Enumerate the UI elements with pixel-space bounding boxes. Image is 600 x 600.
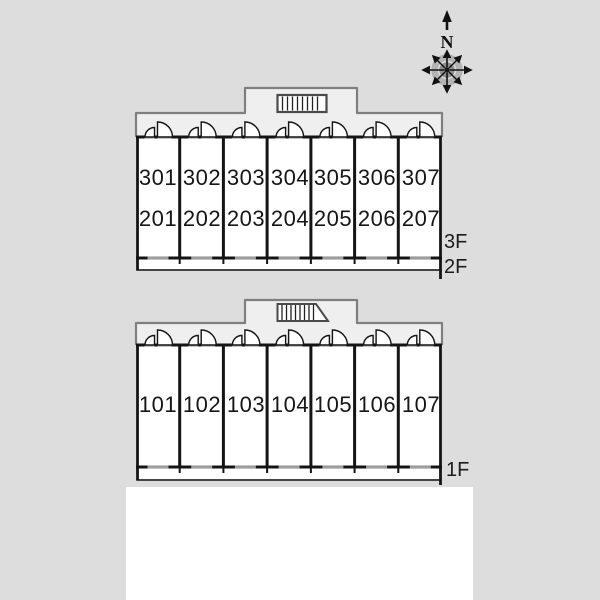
floor-label-3f: 3F <box>444 231 468 253</box>
room-label: 307 <box>401 165 441 190</box>
window-icon <box>322 256 343 259</box>
rooms-area <box>136 137 442 270</box>
room-label: 102 <box>182 392 222 417</box>
room-label: 301 <box>138 165 178 190</box>
window-icon <box>191 256 212 259</box>
window-icon <box>366 256 387 259</box>
room-label: 304 <box>270 165 310 190</box>
window-icon <box>235 256 256 259</box>
floor-label-1f: 1F <box>446 459 470 481</box>
room-label: 204 <box>270 206 310 231</box>
window-icon <box>148 256 169 259</box>
north-arrow-icon <box>442 10 452 30</box>
window-icon <box>366 465 387 468</box>
room-label: 205 <box>313 206 353 231</box>
room-label: 107 <box>401 392 441 417</box>
compass-rose <box>423 51 471 92</box>
stairs-icon <box>278 95 327 112</box>
window-icon <box>410 256 431 259</box>
floor-label-2f: 2F <box>444 256 468 278</box>
room-label: 207 <box>401 206 441 231</box>
window-icon <box>322 465 343 468</box>
room-label: 104 <box>270 392 310 417</box>
room-label: 303 <box>226 165 266 190</box>
room-label: 103 <box>226 392 266 417</box>
room-label: 306 <box>357 165 397 190</box>
room-label: 203 <box>226 206 266 231</box>
north-label: N <box>440 32 454 52</box>
window-icon <box>191 465 212 468</box>
page-background-panel <box>126 487 473 600</box>
room-label: 202 <box>182 206 222 231</box>
window-icon <box>235 465 256 468</box>
room-label: 105 <box>313 392 353 417</box>
room-label: 101 <box>138 392 178 417</box>
room-label: 206 <box>357 206 397 231</box>
room-label: 106 <box>357 392 397 417</box>
window-icon <box>279 256 300 259</box>
room-label: 302 <box>182 165 222 190</box>
window-icon <box>148 465 169 468</box>
window-icon <box>279 465 300 468</box>
compass-icon <box>419 6 477 100</box>
window-icon <box>410 465 431 468</box>
room-label: 201 <box>138 206 178 231</box>
room-label: 305 <box>313 165 353 190</box>
